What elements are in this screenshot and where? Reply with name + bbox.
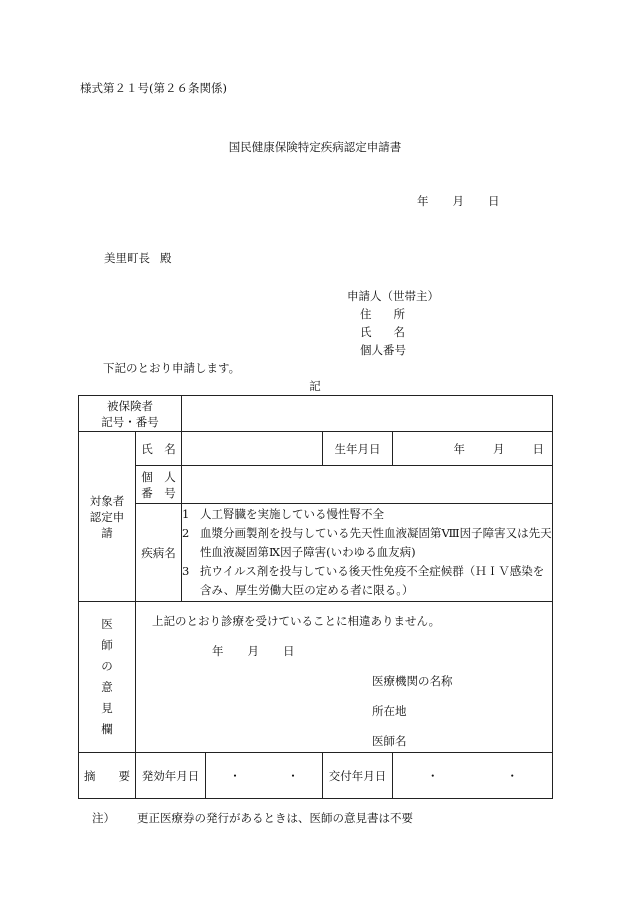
doctor-statement: 上記のとおり診療を受けていることに相違ありません。: [152, 613, 441, 628]
doctor-date: 年 月 日: [212, 643, 295, 658]
footnote-mark: 注）: [92, 811, 115, 825]
effective-date-label: 発効年月日: [136, 753, 206, 799]
subject-name-field[interactable]: [182, 432, 323, 466]
birth-month: 月: [493, 441, 505, 456]
address-char-2: 所: [393, 307, 405, 321]
birth-label: 生年月日: [323, 432, 393, 466]
disease-label: 疾病名: [136, 504, 182, 602]
disease-item: 1 人工腎臓を実施している慢性腎不全: [182, 507, 384, 521]
applicant-name-label: [360, 324, 405, 340]
applicant-address-label: [360, 306, 405, 322]
insured-label: [79, 396, 182, 432]
application-date: [417, 193, 500, 209]
doctor-name-label: 医師名: [372, 733, 407, 748]
summary-label: 摘 要: [79, 753, 136, 799]
document-title: 国民健康保険特定疾病認定申請書: [228, 140, 402, 154]
insured-label-line1: 被保険者: [107, 398, 153, 413]
name-label: 氏 名: [136, 432, 182, 466]
birth-year: 年: [453, 441, 465, 456]
address-char-1: 住: [360, 307, 372, 321]
applicant-heading: 申請人（世帯主）: [347, 289, 439, 303]
subject-label: 対象者認定申請: [79, 432, 136, 602]
location-label: 所在地: [372, 703, 407, 718]
addressee-name: 美里町長: [104, 251, 150, 265]
insured-number-field[interactable]: [182, 396, 553, 432]
disease-item: 2 血漿分画製剤を投与している先天性血液凝固第Ⅷ因子障害又は先天性血液凝固第Ⅸ因子障害(いわゆる血友病): [182, 526, 552, 559]
addressee-honorific: 殿: [160, 251, 172, 265]
disease-item: 3 抗ウイルス剤を投与している後天性免疫不全症候群（ＨＩＶ感染を含み、厚生労働大臣の定める者に限る。）: [182, 564, 545, 597]
date-month: 月: [452, 194, 464, 208]
footnote-text: 更正医療券の発行があるときは、医師の意見書は不要: [137, 811, 413, 825]
personal-number-label: 個 人 番 号: [136, 466, 182, 504]
insured-label-line2: 記号・番号: [101, 414, 159, 429]
date-year: 年: [417, 194, 429, 208]
issue-date-field[interactable]: ・ ・: [393, 753, 553, 799]
institution-label: 医療機関の名称: [372, 673, 453, 688]
issue-date-label: 交付年月日: [323, 753, 393, 799]
intro-text: 下記のとおり申請します。: [103, 361, 241, 375]
effective-date-field[interactable]: ・ ・: [206, 753, 323, 799]
applicant-personal-number-label: 個人番号: [360, 343, 406, 357]
ki-marker: 記: [309, 379, 321, 393]
name-char-1: 氏: [360, 325, 372, 339]
disease-list: [182, 504, 553, 602]
doctor-opinion-area: [136, 602, 553, 753]
personal-number-field[interactable]: [182, 466, 553, 504]
date-day: 日: [488, 194, 500, 208]
name-char-2: 名: [393, 325, 405, 339]
doctor-opinion-label: 医 師 の 意 見 欄: [79, 602, 136, 753]
application-table: [78, 395, 553, 799]
birth-date-field[interactable]: [393, 432, 553, 466]
birth-day: 日: [532, 441, 544, 456]
form-number-label: 様式第２１号(第２６条関係): [80, 81, 227, 95]
addressee: [104, 250, 172, 266]
footnote: [92, 810, 413, 826]
